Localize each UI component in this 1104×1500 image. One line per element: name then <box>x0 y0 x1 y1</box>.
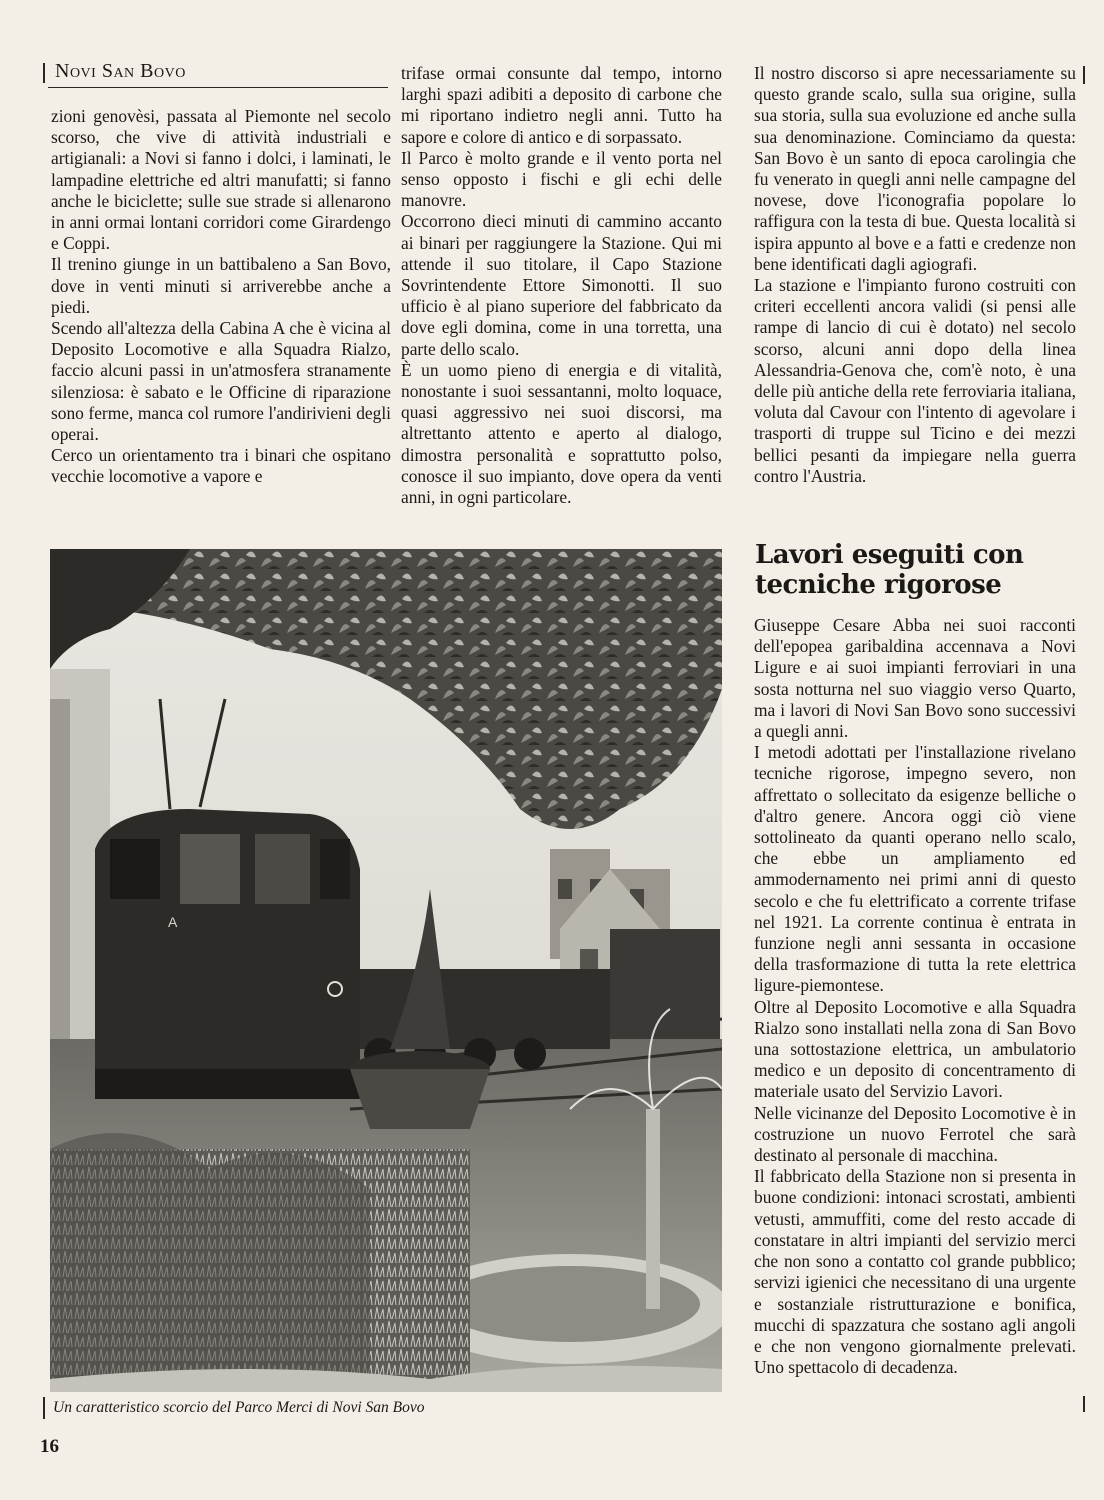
paragraph: Giuseppe Cesare Abba nei suoi racconti dell'epopea garibaldina accennava a Novi Ligure e ai suoi impianti ferroviari in una sosta notturna nel suo viaggio verso Quarto, ma i lavori di Novi San Bovo sono successivi a quegli anni. <box>754 615 1076 742</box>
caption-accent-bar <box>43 1397 45 1419</box>
paragraph: Occorrono dieci minuti di cammino accanto ai binari per raggiungere la Stazione. Qui mi attende il suo titolare, il Capo Stazione Sovrintendente Ettore Simonotti. Il suo ufficio è al piano superiore del fabbricato da dove egli domina, come in una torretta, una parte dello scalo. <box>401 211 722 359</box>
page-number: 16 <box>40 1436 59 1457</box>
photo-caption: Un caratteristico scorcio del Parco Merci di Novi San Bovo <box>53 1399 425 1416</box>
paragraph: È un uomo pieno di energia e di vitalità, nonostante i suoi sessantanni, molto loquace, quasi aggressivo nei suoi discorsi, ma altrettanto attento e aperto al dialogo, dimostra personalità e soprattutto polso, conosce il suo impianto, dove opera da venti anni, in ogni particolare. <box>401 359 722 508</box>
paragraph: La stazione e l'impianto furono costruiti con criteri eccellenti ancora validi (si pensi alle rampe di lancio di cui è dotato) nel secolo scorso, alcuni anni dopo della linea Alessandria-Genova che, com'è noto, è una delle più antiche della rete ferroviaria italiana, voluta dal Cavour con l'intento di agevolare i trasporti di truppe sul Ticino e dei mezzi bellici pesanti da impiegare nella guerra contro l'Austria. <box>754 275 1076 486</box>
right-margin-bar-bottom <box>1083 1396 1085 1412</box>
paragraph: Nelle vicinanze del Deposito Locomotive è in costruzione un nuovo Ferrotel che sarà destinato al personale di macchina. <box>754 1102 1076 1166</box>
photo-illustration <box>50 549 722 1392</box>
subheading: Lavori eseguiti con tecniche rigorose <box>755 540 1024 600</box>
paragraph: Oltre al Deposito Locomotive e alla Squadra Rialzo sono installati nella zona di San Bovo una sottostazione elettrica, un ambulatorio medico e un deposito di concentramento di materiale usato del Servizio Lavori. <box>754 996 1076 1102</box>
right-margin-bar <box>1083 66 1085 84</box>
paragraph: Il fabbricato della Stazione non si presenta in buone condizioni: intonaci scrostati, ambienti vetusti, ammuffiti, come del resto accade di constatare in altri impianti del servizio merci che non sono a contatto col grande pubblico; servizi igienici che necessitano di una urgente e sostanziale ristrutturazione e bonifica, mucchi di spazzatura che sostano agli angoli e che non vengono giornalmente prelevati. Uno spettacolo di decadenza. <box>754 1166 1076 1378</box>
header-rule <box>48 87 388 88</box>
section-title: Novi San Bovo <box>55 60 186 82</box>
header-accent-bar <box>43 63 45 83</box>
paragraph: I metodi adottati per l'installazione rivelano tecniche rigorose, impegno severo, non affrettato o sollecitato da esigenze belliche o d'altro genere. Ancora oggi ciò viene sottolineato da quanti operano nello scalo, che ebbe un ampliamento ed ammodernamento nei primi anni di questo secolo e che fu elettrificato a corrente trifase nel 1921. La corrente continua è entrata in funzione negli anni sessanta in occasione della trasformazione di tutta la rete elettrica ligure-piemontese. <box>754 742 1076 996</box>
photo-railway-yard <box>50 549 722 1392</box>
paragraph: trifase ormai consunte dal tempo, intorno larghi spazi adibiti a deposito di carbone che mi riportano indietro negli anni. Tutto ha sapore e colore di antico e di sorpassato. <box>401 63 722 147</box>
text-column-1 <box>51 106 391 488</box>
text-column-3-bottom <box>754 615 1076 1378</box>
paragraph: Il Parco è molto grande e il vento porta nel senso opposto i fischi e gli echi delle manovre. <box>401 147 722 211</box>
paragraph: Il nostro discorso si apre necessariamente su questo grande scalo, sulla sua origine, sulla sua storia, sulla sua evoluzione ed anche sulla sua denominazione. Cominciamo da questa: San Bovo è un santo di epoca carolingia che fu venerato in quegli anni nelle campagne del novese, dove l'iconografia popolare lo raffigura con la testa di bue. Questa località si ispira appunto al bove e a fatti e credenze non bene identificati dagli agiografi. <box>754 63 1076 274</box>
paragraph: Cerco un orientamento tra i binari che ospitano vecchie locomotive a vapore e <box>51 445 391 487</box>
car-letter: A <box>168 914 178 930</box>
paragraph: Il trenino giunge in un battibaleno a San Bovo, dove in venti minuti si arriverebbe anche a piedi. <box>51 254 391 317</box>
text-column-3-top <box>754 63 1076 487</box>
paragraph: Scendo all'altezza della Cabina A che è vicina al Deposito Locomotive e alla Squadra Rialzo, faccio alcuni passi in un'atmosfera stranamente silenziosa: è sabato e le Officine di riparazione sono ferme, manca col rumore l'andirivieni degli operai. <box>51 318 391 445</box>
paragraph: zioni genovèsi, passata al Piemonte nel secolo scorso, che vive di attività industriali e artigianali: a Novi si fanno i dolci, i laminati, le lampadine elettriche ed altri manufatti; si fanno anche le biciclette; sulle sue strade si allenarono in anni ormai lontani corridori come Girardengo e Coppi. <box>51 106 391 254</box>
text-column-2 <box>401 63 722 508</box>
